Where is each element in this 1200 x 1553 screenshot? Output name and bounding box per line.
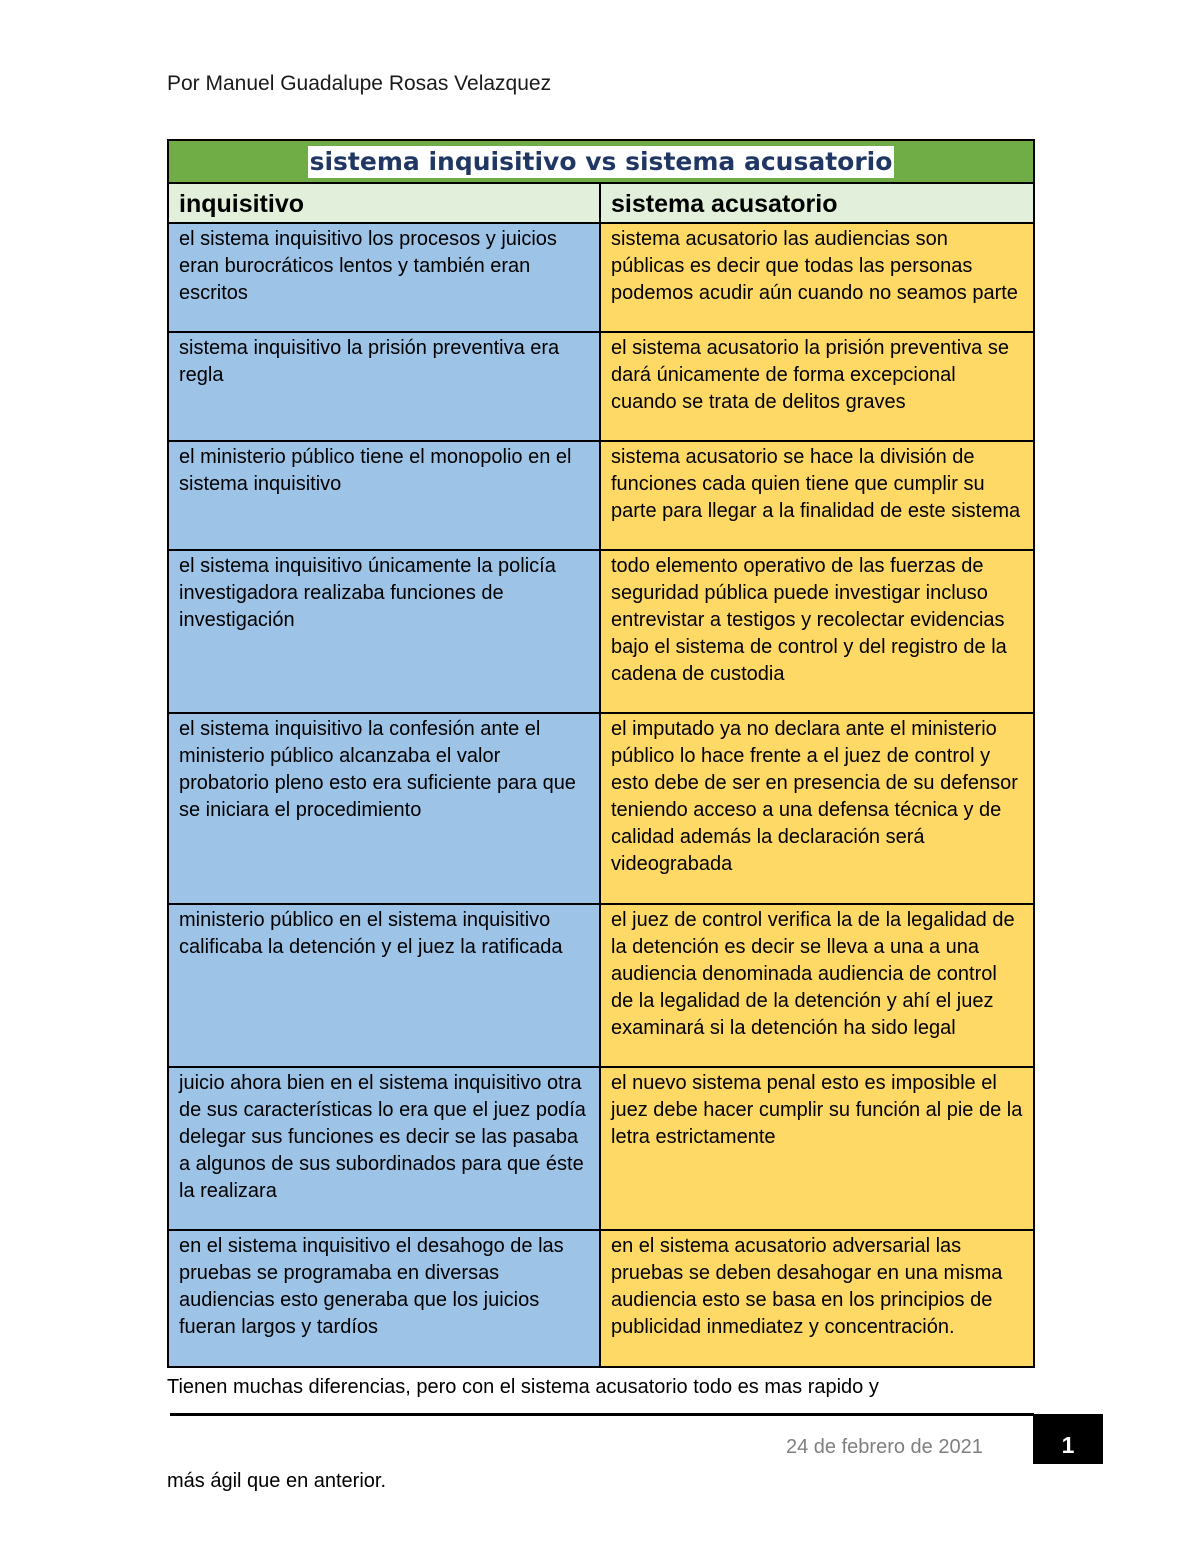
cell-acusatorio: en el sistema acusatorio adversarial las pruebas se deben desahogar en una misma audiencia esto se basa en los principios de publicidad inmediatez y concentración. (600, 1230, 1034, 1367)
cell-inquisitivo: sistema inquisitivo la prisión preventiva era regla (168, 332, 600, 441)
cell-acusatorio: el imputado ya no declara ante el ministerio público lo hace frente a el juez de control y esto debe de ser en presencia de su defensor teniendo acceso a una defensa técnica y de calidad además la declaración será videograbada (600, 713, 1034, 904)
cell-acusatorio: el juez de control verifica la de la legalidad de la detención es decir se lleva a una a una audiencia denominada audiencia de control de la legalidad de la detención y ahí el juez examinará si la detención ha sido legal (600, 904, 1034, 1067)
cell-acusatorio: el sistema acusatorio la prisión preventiva se dará únicamente de forma excepcional cuando se trata de delitos graves (600, 332, 1034, 441)
cell-inquisitivo: el sistema inquisitivo los procesos y juicios eran burocráticos lentos y también eran escritos (168, 223, 600, 332)
cell-inquisitivo: el ministerio público tiene el monopolio en el sistema inquisitivo (168, 441, 600, 550)
footer-divider (170, 1413, 1034, 1416)
conclusion-line-1: Tienen muchas diferencias, pero con el sistema acusatorio todo es mas rapido y (167, 1376, 879, 1398)
table-title-cell (168, 140, 1034, 183)
table-row (168, 904, 1034, 1067)
conclusion-line-2: más ágil que en anterior. (167, 1470, 387, 1492)
cell-inquisitivo: juicio ahora bien en el sistema inquisitivo otra de sus características lo era que el juez podía delegar sus funciones es decir se las pasaba a algunos de sus subordinados para que éste la realizara (168, 1067, 600, 1230)
page-number: 1 (1033, 1414, 1103, 1464)
cell-acusatorio: sistema acusatorio las audiencias son públicas es decir que todas las personas podemos acudir aún cuando no seamos parte (600, 223, 1034, 332)
table-row (168, 713, 1034, 904)
cell-acusatorio: sistema acusatorio se hace la división de funciones cada quien tiene que cumplir su parte para llegar a la finalidad de este sistema (600, 441, 1034, 550)
column-header-acusatorio: sistema acusatorio (600, 183, 1034, 223)
footer-date: 24 de febrero de 2021 (786, 1436, 983, 1458)
comparison-table (167, 139, 1035, 1368)
cell-acusatorio: todo elemento operativo de las fuerzas de seguridad pública puede investigar incluso entrevistar a testigos y recolectar evidencias bajo el sistema de control y del registro de la cadena de custodia (600, 550, 1034, 713)
table-row (168, 332, 1034, 441)
cell-inquisitivo: el sistema inquisitivo únicamente la policía investigadora realizaba funciones de investigación (168, 550, 600, 713)
cell-inquisitivo: ministerio público en el sistema inquisitivo calificaba la detención y el juez la ratificada (168, 904, 600, 1067)
table-row (168, 550, 1034, 713)
cell-inquisitivo: en el sistema inquisitivo el desahogo de las pruebas se programaba en diversas audiencias esto generaba que los juicios fueran largos y tardíos (168, 1230, 600, 1367)
cell-acusatorio: el nuevo sistema penal esto es imposible el juez debe hacer cumplir su función al pie de la letra estrictamente (600, 1067, 1034, 1230)
table-row (168, 1067, 1034, 1230)
table-row (168, 223, 1034, 332)
cell-inquisitivo: el sistema inquisitivo la confesión ante el ministerio público alcanzaba el valor probatorio pleno esto era suficiente para que se iniciara el procedimiento (168, 713, 600, 904)
table-row (168, 441, 1034, 550)
column-header-inquisitivo: inquisitivo (168, 183, 600, 223)
author-line: Por Manuel Guadalupe Rosas Velazquez (167, 72, 552, 95)
table-title: sistema inquisitivo vs sistema acusatorio (309, 146, 893, 176)
table-row (168, 1230, 1034, 1367)
